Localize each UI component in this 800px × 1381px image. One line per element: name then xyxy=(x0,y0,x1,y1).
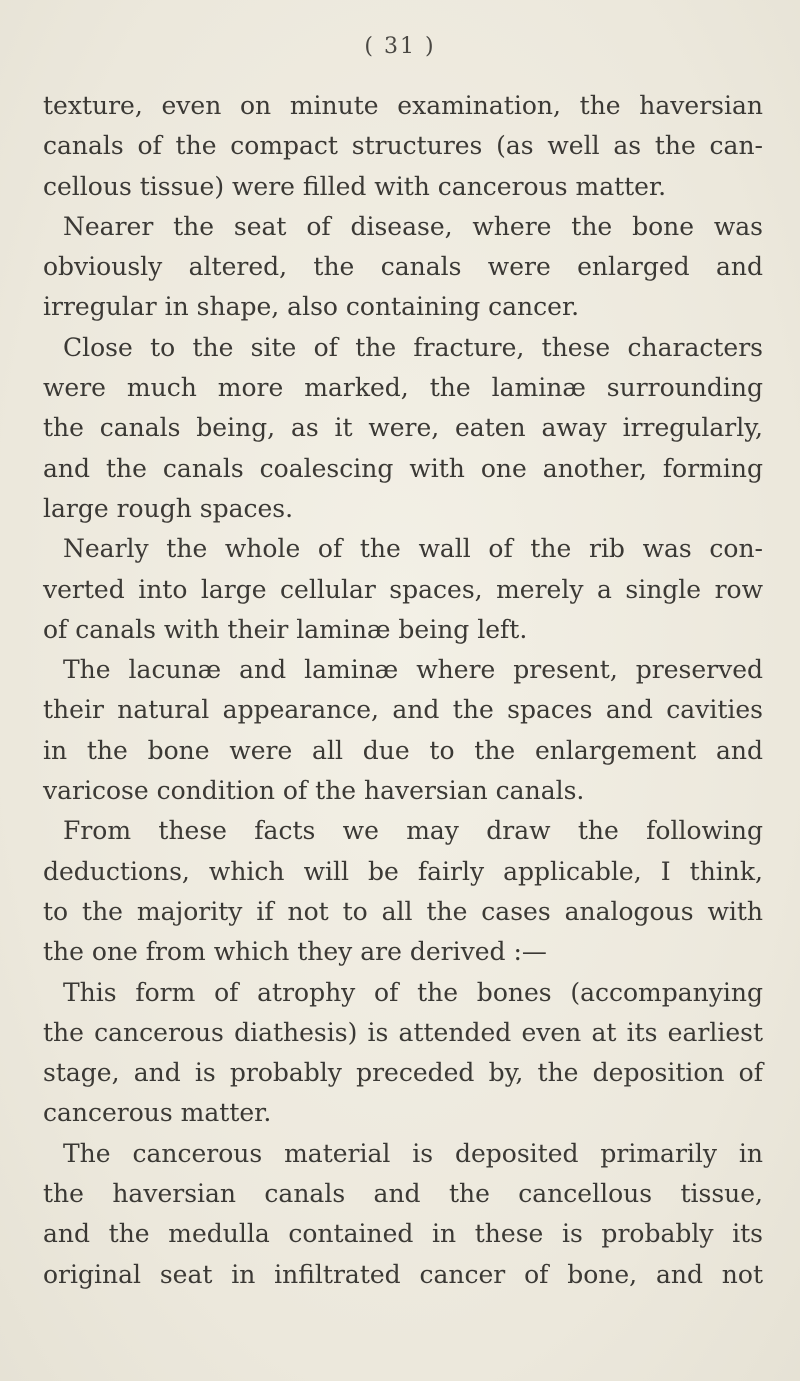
text-line: obviously altered, the canals were enlarged and xyxy=(43,252,763,282)
text-line: were much more marked, the laminæ surrounding xyxy=(43,373,763,403)
text-line: and the medulla contained in these is probably its xyxy=(43,1219,763,1249)
text-line: From these facts we may draw the following xyxy=(63,816,763,846)
text-line: cellous tissue) were filled with cancerous matter. xyxy=(43,171,667,201)
text-line: to the majority if not to all the cases analogous with xyxy=(43,896,763,926)
text-line: their natural appearance, and the spaces and cavities xyxy=(43,695,763,725)
text-line: of canals with their laminæ being left. xyxy=(43,614,528,644)
text-line: The cancerous material is deposited primarily in xyxy=(63,1138,763,1168)
text-line: verted into large cellular spaces, merely a single row xyxy=(43,574,763,604)
text-line: Nearer the seat of disease, where the bone was xyxy=(63,211,763,241)
text-line: irregular in shape, also containing cancer. xyxy=(43,292,580,322)
text-line: Nearly the whole of the wall of the rib was con- xyxy=(63,534,763,564)
text-line: varicose condition of the haversian canals. xyxy=(43,776,585,806)
text-line: cancerous matter. xyxy=(43,1098,272,1128)
text-line: texture, even on minute examination, the haversian xyxy=(43,91,763,120)
text-line: This form of atrophy of the bones (accompanying xyxy=(63,977,763,1007)
text-line: in the bone were all due to the enlargement and xyxy=(43,735,763,765)
text-line: the canals being, as it were, eaten away irregularly, xyxy=(43,413,763,443)
text-line: The lacunæ and laminæ where present, preserved xyxy=(63,655,763,685)
text-line: deductions, which will be fairly applicable, I think, xyxy=(43,856,763,886)
page-number: ( 31 ) xyxy=(364,34,436,59)
text-line: canals of the compact structures (as well as the can- xyxy=(43,131,763,161)
text-line: the cancerous diathesis) is attended even at its earliest xyxy=(43,1017,763,1047)
text-line: stage, and is probably preceded by, the deposition of xyxy=(43,1058,763,1088)
text-line: the one from which they are derived :— xyxy=(43,937,547,967)
text-line: the haversian canals and the cancellous tissue, xyxy=(43,1179,763,1209)
text-line: Close to the site of the fracture, these characters xyxy=(63,332,763,362)
text-line: large rough spaces. xyxy=(43,493,294,523)
text-line: original seat in infiltrated cancer of bone, and not xyxy=(43,1259,763,1289)
body-text xyxy=(43,86,763,1295)
text-line: and the canals coalescing with one another, forming xyxy=(43,453,763,483)
